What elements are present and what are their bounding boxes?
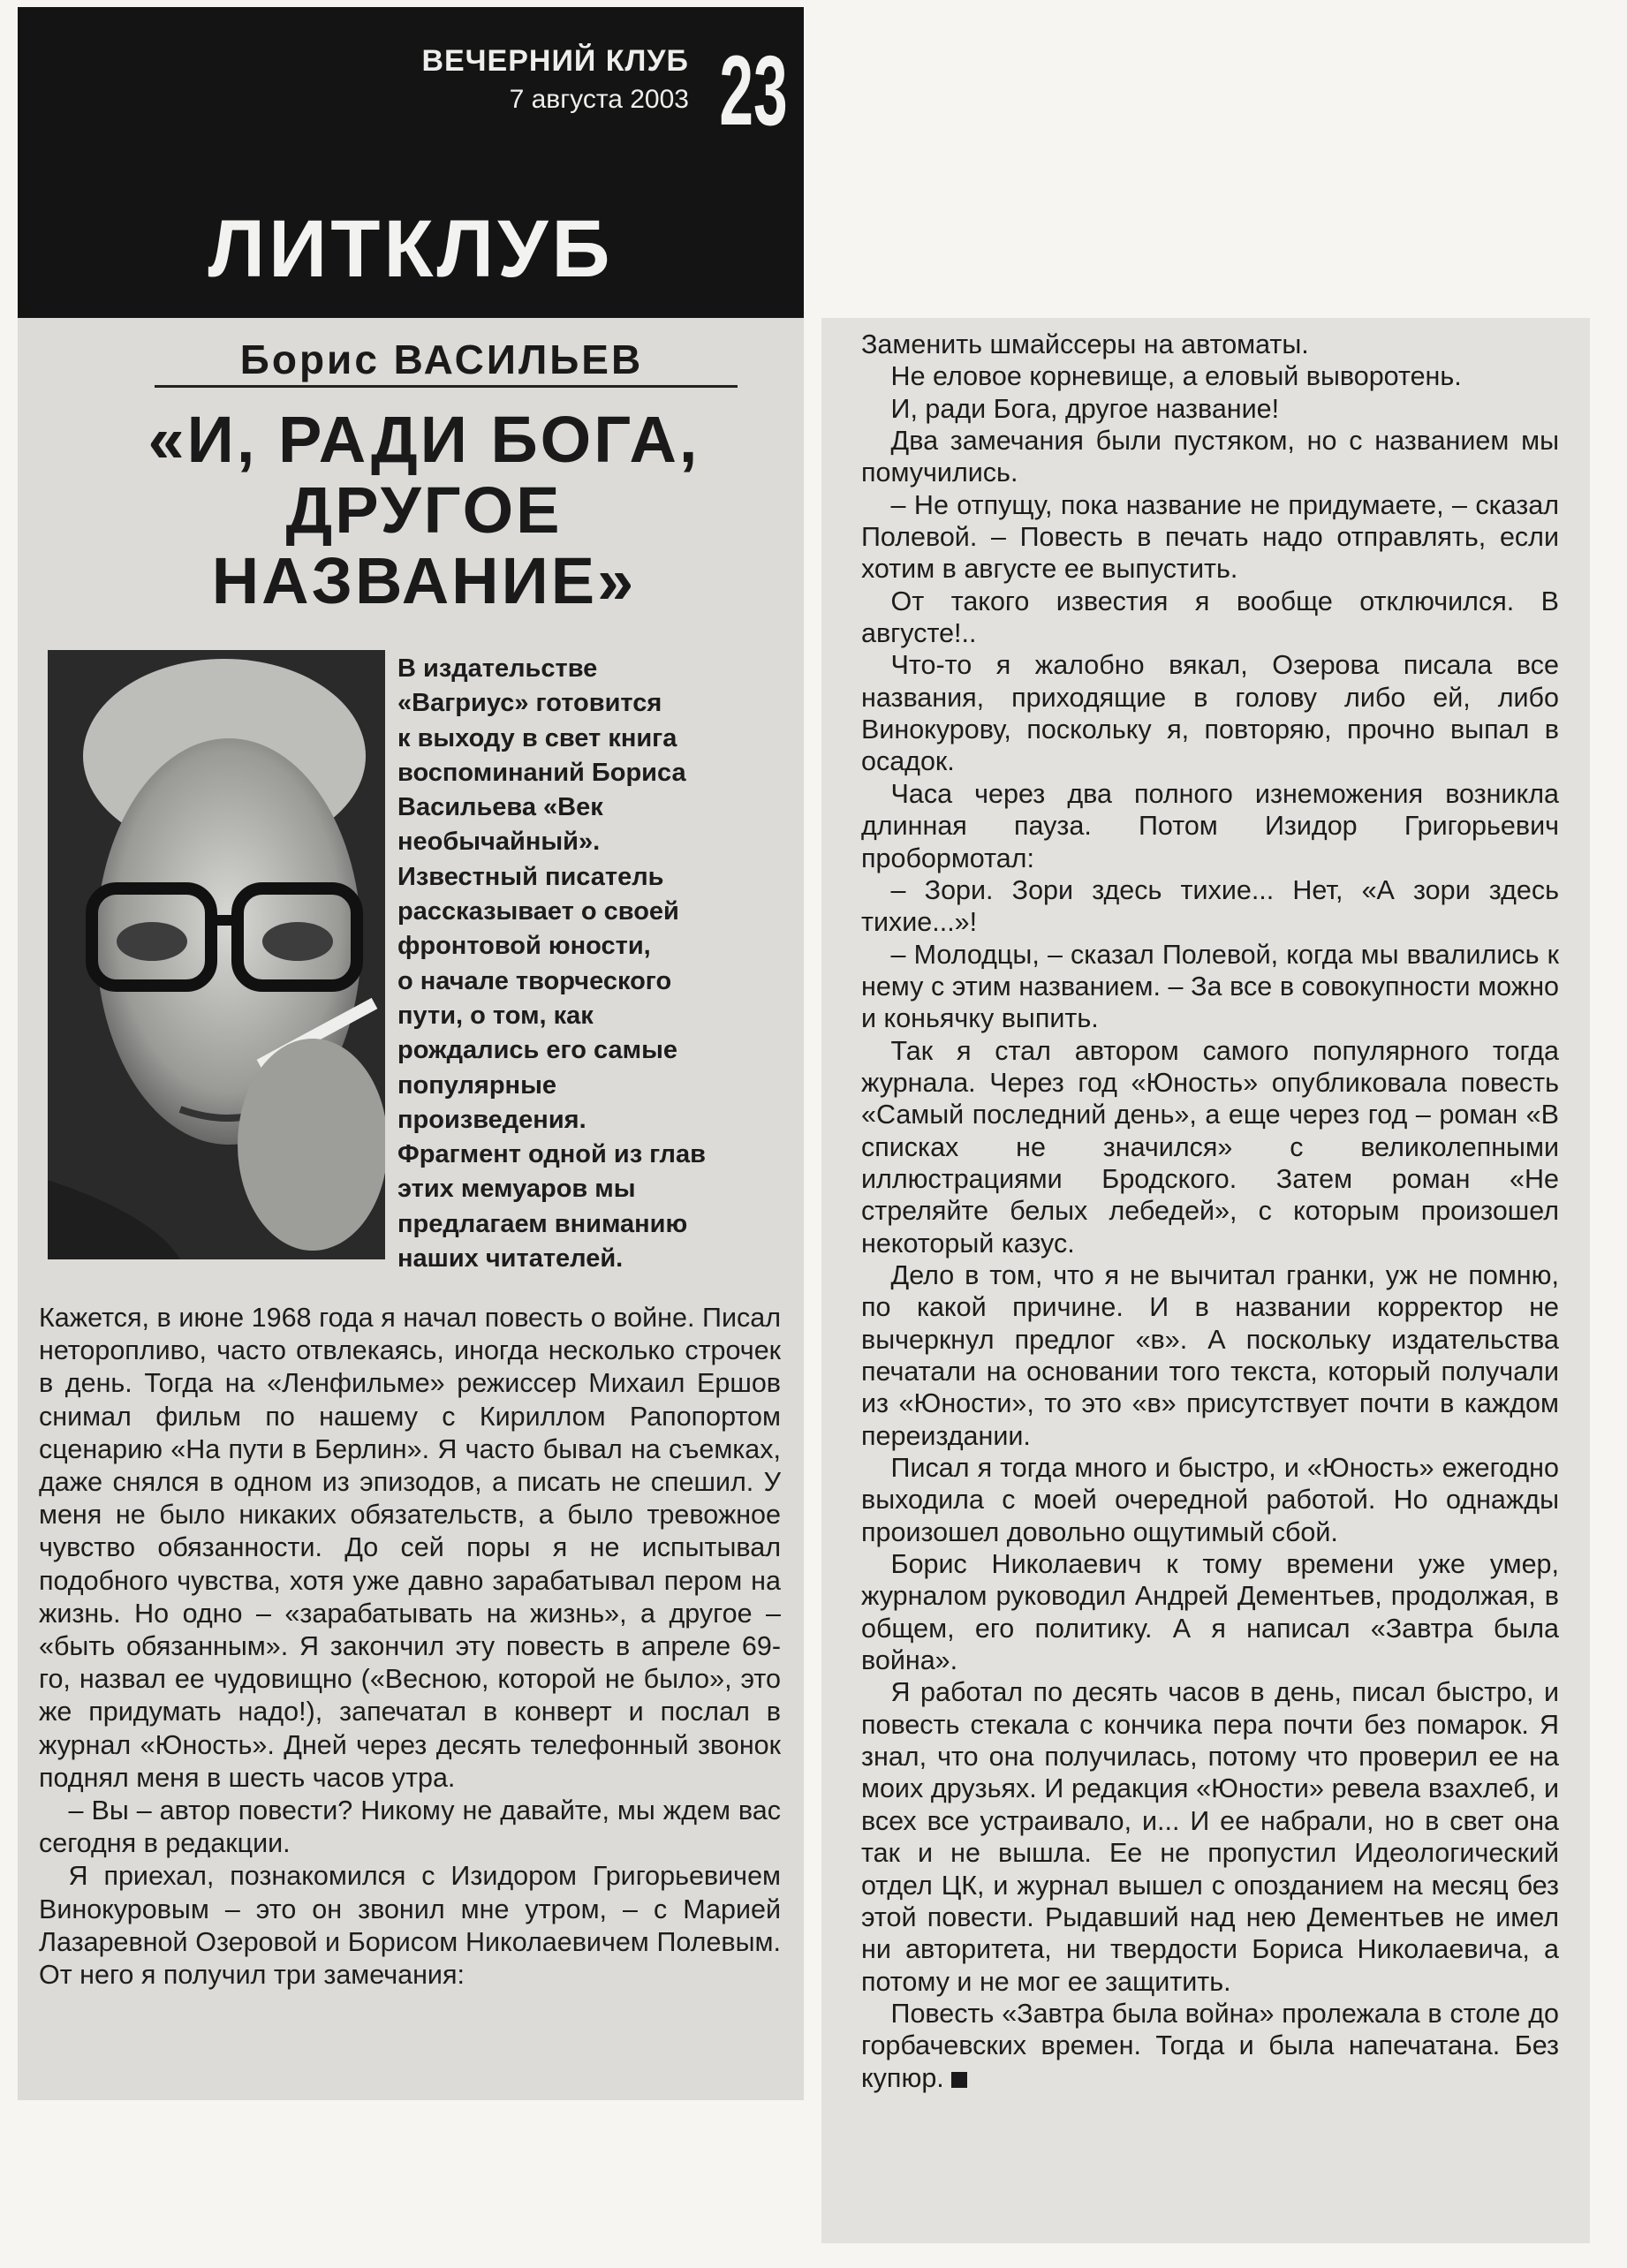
lead-line: рассказывает о своей xyxy=(397,897,679,926)
lead-line: необычайный». xyxy=(397,828,601,857)
end-mark-icon xyxy=(951,2072,967,2088)
body-paragraph: Что-то я жалобно вякал, Озерова писала все названия, приходящие в голову либо ей, либо Винокурову, поскольку я, повторяю, прочно выпал в осадок. xyxy=(861,650,1559,777)
newspaper-clipping-left xyxy=(18,7,804,2100)
lead-line: предлагаем вниманию xyxy=(397,1209,688,1238)
author-portrait xyxy=(48,650,385,1259)
body-paragraph: – Не отпущу, пока название не придумаете, – сказал Полевой. – Повесть в печать надо отправлять, если хотим в августе ее выпустить. xyxy=(861,489,1559,585)
lead-line: фронтовой юности, xyxy=(397,932,651,961)
body-paragraph: Часа через два полного изнеможения возникла длинная пауза. Потом Изидор Григорьевич пробормотал: xyxy=(861,778,1559,873)
portrait-illustration xyxy=(48,650,385,1259)
lead-line: В издательстве xyxy=(397,654,598,683)
lead-paragraph xyxy=(397,652,786,1276)
body-paragraph: И, ради Бога, другое название! xyxy=(890,393,1280,424)
final-paragraph-text: Повесть «Завтра была война» пролежала в столе до горбачевских времен. Тогда и была напечатана. Без купюр. xyxy=(861,1998,1559,2093)
lead-line: воспоминаний Бориса xyxy=(397,758,686,787)
body-paragraph: Два замечания были пустяком, но с названием мы помучились. xyxy=(861,426,1559,488)
body-paragraph-last xyxy=(861,1998,1559,2094)
lead-line: Известный писатель xyxy=(397,862,664,891)
masthead xyxy=(18,7,804,318)
lead-line: произведения. xyxy=(397,1105,586,1134)
lead-line: Фрагмент одной из глав xyxy=(397,1140,706,1169)
article-body-left xyxy=(39,1302,781,1992)
body-paragraph: Дело в том, что я не вычитал гранки, уж не помню, по какой причине. И в названии корректор не вычеркнул предлог «в». А поскольку издательства печатали на основании того текста, который получали из «Юности», то это «в» присутствует почти в каждом переиздании. xyxy=(861,1259,1559,1451)
lead-line: о начале творческого xyxy=(397,966,672,995)
author-name: Борис ВАСИЛЬЕВ xyxy=(239,336,644,382)
lead-line: «Вагриус» готовится xyxy=(397,689,662,718)
lead-line: к выходу в свет книга xyxy=(397,723,677,752)
article-body-right xyxy=(861,329,1559,2094)
body-paragraph: Заменить шмайссеры на автоматы. xyxy=(861,329,1309,359)
author-underline xyxy=(155,385,738,388)
body-paragraph: Я работал по десять часов в день, писал быстро, и повесть стекала с кончика пера почти без помарок. Я знал, что она получилась, потому что проверил ее на моих друзьях. И редакция «Юности» ревела взахлеб, и всех все устраивало, и... И ее набрали, но в свет она так и не вышла. Ее не пропустил Идеологический отдел ЦК, и журнал вышел с опозданием на месяц без этой повести. Рыдавший над нею Дементьев не имел ни авторитета, ни твердости Бориса Николаевича, а потому и не мог ее защитить. xyxy=(861,1677,1559,1997)
body-paragraph: – Молодцы, – сказал Полевой, когда мы ввалились к нему с этим названием. – За все в совокупности можно и коньячку выпить. xyxy=(861,939,1559,1034)
page-number: 23 xyxy=(719,35,788,146)
lead-line: Васильева «Век xyxy=(397,793,603,822)
body-paragraph: – Вы – автор повести? Никому не давайте, мы ждем вас сегодня в редакции. xyxy=(39,1796,781,1859)
lead-line: наших читателей. xyxy=(397,1244,624,1274)
body-paragraph: Борис Николаевич к тому времени уже умер, журналом руководил Андрей Дементьев, продолжая, в общем, его политику. А я написал «Завтра была война». xyxy=(861,1549,1559,1676)
lead-line: пути, о том, как xyxy=(397,1001,594,1030)
body-paragraph: Я приехал, познакомился с Изидором Григорьевичем Винокуровым – это он звонил мне утром, – с Марией Лазаревной Озеровой и Борисом Николаевичем Полевым. От него я получил три замечания: xyxy=(39,1861,781,1991)
body-paragraph: Так я стал автором самого популярного тогда журнала. Через год «Юность» опубликовала повесть «Самый последний день», а еще через год – роман «В списках не значился» с великолепными иллюстрациями Бродского. Затем роман «Не стреляйте белых лебедей», с которым произошел некоторый казус. xyxy=(861,1035,1559,1259)
headline: «И, РАДИ БОГА, ДРУГОЕ НАЗВАНИЕ» xyxy=(148,403,700,617)
body-paragraph: – Зори. Зори здесь тихие... Нет, «А зори здесь тихие...»! xyxy=(861,874,1559,938)
body-paragraph: Не еловое корневище, а еловый выворотень. xyxy=(890,361,1462,392)
body-paragraph: Писал я тогда много и быстро, и «Юность» ежегодно выходила с моей очередной работой. Но однажды произошел довольно ощутимый сбой. xyxy=(861,1453,1559,1547)
lead-line: рождались его самые xyxy=(397,1036,677,1065)
lead-line: этих мемуаров мы xyxy=(397,1175,636,1204)
body-paragraph: От такого известия я вообще отключился. В августе!.. xyxy=(861,586,1559,649)
issue-date: 7 августа 2003 xyxy=(509,85,689,114)
body-paragraph: Кажется, в июне 1968 года я начал повесть о войне. Писал неторопливо, часто отвлекаясь, иногда несколько строчек в день. Тогда на «Ленфильме» режиссер Михаил Ершов снимал фильм по нашему с Кириллом Рапопортом сценарию «На пути в Берлин». Я часто бывал на съемках, даже снялся в одном из эпизодов, а писать не спешил. У меня не было никаких обязательств, а было тревожное чувство обязанности. До сей поры я не испытывал подобного чувства, хотя уже давно зарабатывал пером на жизнь. Но одно – «зарабатывать на жизнь», а другое – «быть обязанным». Я закончил эту повесть в апреле 69-го, назвал ее чудовищно («Весною, которой не было», это же придумать надо!), запечатал в конверт и послал в журнал «Юность». Дней через десять телефонный звонок поднял меня в шесть часов утра. xyxy=(39,1303,781,1793)
newspaper-clipping-right xyxy=(821,318,1590,2243)
lead-line: популярные xyxy=(397,1070,556,1100)
newspaper-name: ВЕЧЕРНИЙ КЛУБ xyxy=(421,44,689,78)
section-title: ЛИТКЛУБ xyxy=(208,204,614,294)
